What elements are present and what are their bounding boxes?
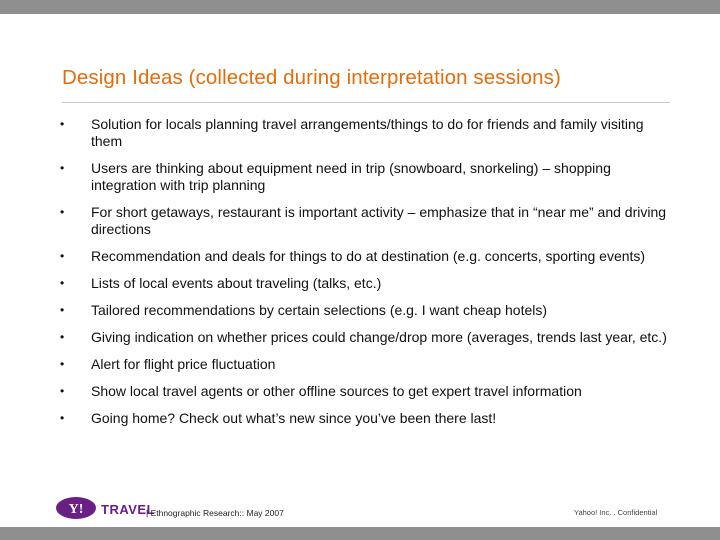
bullet-icon: • (60, 276, 65, 290)
list-item-text: Solution for locals planning travel arrangements/things to do for friends and family visiting them (91, 116, 644, 149)
list-item-text: Recommendation and deals for things to do at destination (e.g. concerts, sporting events) (91, 248, 646, 264)
title-divider (62, 102, 670, 103)
bullet-icon: • (60, 117, 65, 131)
list-item-text: For short getaways, restaurant is important activity – emphasize that in “near me” and driving directions (91, 204, 667, 237)
list-item-text: Show local travel agents or other offline sources to get expert travel information (91, 383, 582, 399)
bullet-icon: • (60, 330, 65, 344)
list-item (60, 356, 670, 373)
bullet-list (60, 116, 670, 437)
footer (0, 494, 720, 524)
bullet-icon: • (60, 357, 65, 371)
list-item-text: Lists of local events about traveling (talks, etc.) (91, 275, 382, 291)
list-item-text: Giving indication on whether prices could change/drop more (averages, trends last year, etc.) (91, 329, 667, 345)
list-item (60, 302, 670, 319)
list-item-text: Users are thinking about equipment need in trip (snowboard, snorkeling) – shopping integration with trip planning (91, 160, 611, 193)
bullet-icon: • (60, 205, 65, 219)
list-item-text: Going home? Check out what’s new since you’ve been there last! (91, 410, 497, 426)
list-item-text: Alert for flight price fluctuation (91, 356, 276, 372)
bullet-icon: • (60, 384, 65, 398)
list-item (60, 275, 670, 292)
list-item (60, 329, 670, 346)
top-bar (0, 0, 720, 14)
slide-title: Design Ideas (collected during interpretation sessions) (62, 66, 561, 89)
footer-text: | Ethnographic Research:: May 2007 (146, 508, 284, 518)
confidential-label: Yahoo! Inc. . Confidential (574, 508, 658, 517)
bullet-icon: • (60, 411, 65, 425)
bullet-icon: • (60, 161, 65, 175)
list-item (60, 116, 670, 150)
list-item (60, 410, 670, 427)
list-item (60, 204, 670, 238)
bullet-icon: • (60, 249, 65, 263)
bullet-icon: • (60, 303, 65, 317)
brand-name: TRAVEL (101, 502, 156, 517)
list-item (60, 248, 670, 265)
bottom-bar (0, 527, 720, 540)
list-item-text: Tailored recommendations by certain selections (e.g. I want cheap hotels) (91, 302, 548, 318)
logo-text: Y! (68, 502, 84, 517)
list-item (60, 383, 670, 400)
list-item (60, 160, 670, 194)
